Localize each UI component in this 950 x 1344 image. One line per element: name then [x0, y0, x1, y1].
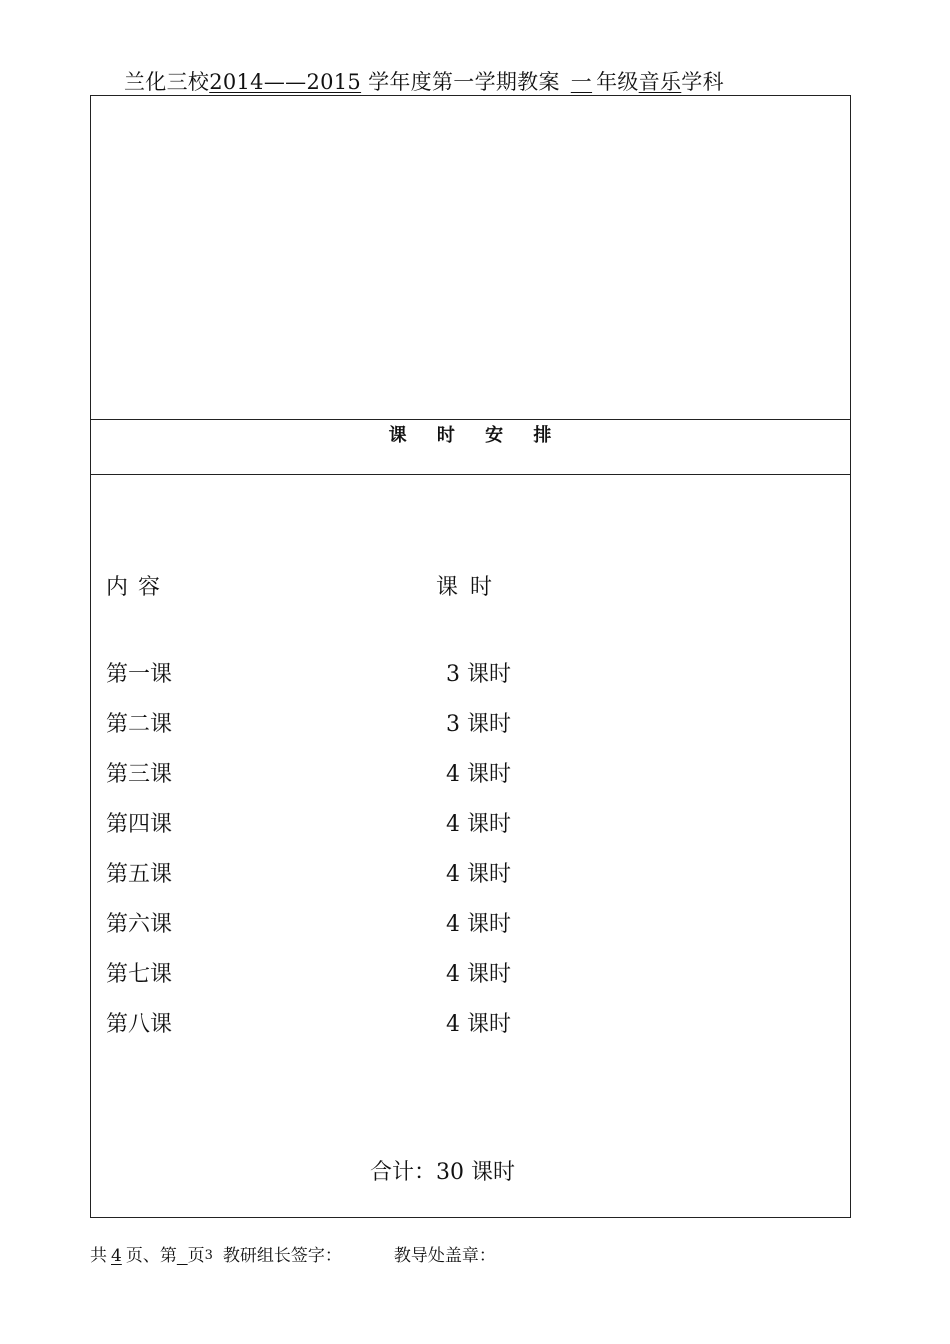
lesson-hours: 4 课时 — [446, 762, 511, 787]
lesson-hours: 4 课时 — [446, 862, 511, 887]
footer-page-suffix: 页 — [187, 1246, 205, 1266]
school-years: 2014——2015 — [209, 70, 362, 94]
lesson-name: 第五课 — [106, 862, 173, 887]
column-header-content: 内容 — [106, 575, 171, 600]
footer-current-page — [177, 1246, 188, 1266]
lesson-name: 第四课 — [106, 812, 173, 837]
lesson-hours: 3 课时 — [446, 662, 511, 687]
footer-total-prefix: 共 — [90, 1246, 107, 1266]
document-header — [124, 66, 724, 96]
lesson-name: 第六课 — [106, 912, 173, 937]
lesson-hours: 4 课时 — [446, 1012, 511, 1037]
footer-page-mid: 页、第 — [125, 1246, 177, 1266]
lesson-hours: 4 课时 — [446, 962, 511, 987]
lesson-name: 第二课 — [106, 712, 173, 737]
grade-suffix: 年级 — [596, 70, 639, 94]
footer-page-number: 3 — [204, 1248, 213, 1263]
lesson-name: 第一课 — [106, 662, 173, 687]
section-title: 课 时 安 排 — [388, 425, 553, 446]
grade-value: 一 — [570, 70, 593, 94]
lesson-hours: 3 课时 — [446, 712, 511, 737]
lesson-name: 第七课 — [106, 962, 173, 987]
footer-office-seal: 教导处盖章： — [393, 1246, 496, 1266]
lesson-hours: 4 课时 — [446, 812, 511, 837]
lesson-name: 第三课 — [106, 762, 173, 787]
divider-top — [90, 419, 851, 420]
lesson-name: 第八课 — [106, 1012, 173, 1037]
subject-value: 音乐 — [638, 70, 682, 94]
school-name: 兰化三校 — [124, 70, 210, 94]
footer-total-pages: 4 — [111, 1246, 122, 1266]
subject-suffix: 学科 — [681, 70, 724, 94]
lesson-hours: 4 课时 — [446, 912, 511, 937]
term-label: 学年度第一学期教案 — [368, 70, 560, 94]
document-footer — [90, 1241, 496, 1266]
total-hours: 合计：30 课时 — [370, 1160, 515, 1185]
divider-bottom — [90, 474, 851, 475]
column-header-hours: 课时 — [436, 575, 505, 600]
footer-leader-sign: 教研组长签字： — [222, 1246, 342, 1266]
